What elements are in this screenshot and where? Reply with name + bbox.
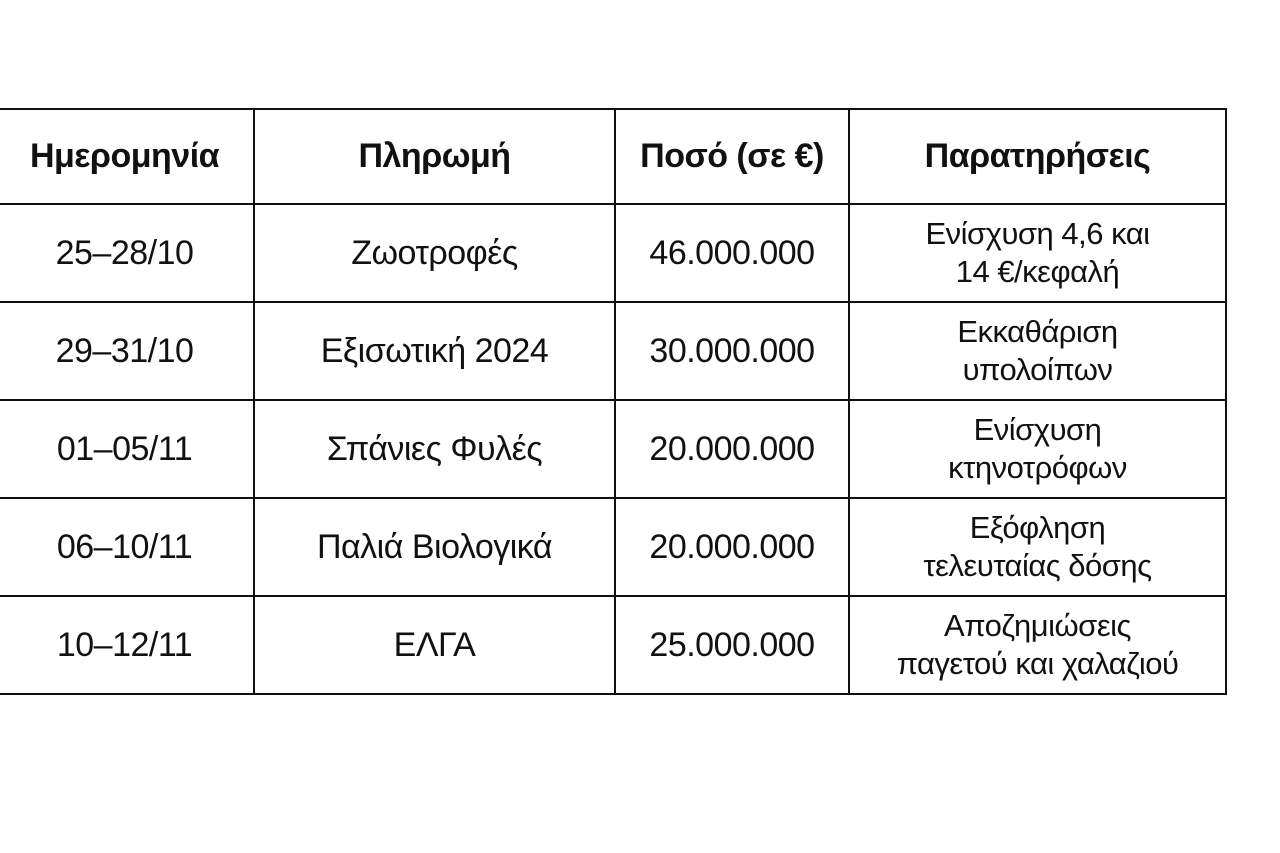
cell-notes (849, 204, 1226, 302)
cell-amount: 30.000.000 (615, 302, 849, 400)
header-row (0, 109, 1226, 204)
cell-notes (849, 400, 1226, 498)
header-date: Ημερομηνία (0, 109, 254, 204)
notes-line: 14 €/κεφαλή (955, 254, 1120, 289)
cell-amount: 46.000.000 (615, 204, 849, 302)
table-row (0, 596, 1226, 694)
notes-line: τελευταίας δόσης (923, 548, 1152, 583)
cell-date: 06–10/11 (0, 498, 254, 596)
cell-notes (849, 596, 1226, 694)
payments-table (0, 108, 1227, 695)
notes-line: Ενίσχυση 4,6 και (925, 216, 1150, 251)
notes-line: Αποζημιώσεις (944, 608, 1131, 643)
table-row (0, 302, 1226, 400)
cell-payment: Εξισωτική 2024 (254, 302, 615, 400)
table-row (0, 400, 1226, 498)
cell-payment: Ζωοτροφές (254, 204, 615, 302)
cell-payment: Παλιά Βιολογικά (254, 498, 615, 596)
payments-table-container (0, 108, 1227, 695)
cell-date: 01–05/11 (0, 400, 254, 498)
notes-line: παγετού και χαλαζιού (896, 646, 1179, 681)
cell-date: 29–31/10 (0, 302, 254, 400)
header-notes: Παρατηρήσεις (849, 109, 1226, 204)
table-body (0, 204, 1226, 694)
cell-amount: 20.000.000 (615, 400, 849, 498)
table-row (0, 204, 1226, 302)
table-row (0, 498, 1226, 596)
header-payment: Πληρωμή (254, 109, 615, 204)
cell-payment: ΕΛΓΑ (254, 596, 615, 694)
cell-notes (849, 498, 1226, 596)
notes-line: κτηνοτρόφων (948, 450, 1127, 485)
cell-payment: Σπάνιες Φυλές (254, 400, 615, 498)
notes-line: Εκκαθάριση (957, 314, 1118, 349)
cell-amount: 20.000.000 (615, 498, 849, 596)
cell-date: 25–28/10 (0, 204, 254, 302)
table-header (0, 109, 1226, 204)
notes-line: Εξόφληση (969, 510, 1106, 545)
cell-amount: 25.000.000 (615, 596, 849, 694)
header-amount: Ποσό (σε €) (615, 109, 849, 204)
cell-notes (849, 302, 1226, 400)
notes-line: Ενίσχυση (973, 412, 1102, 447)
cell-date: 10–12/11 (0, 596, 254, 694)
notes-line: υπολοίπων (962, 352, 1113, 387)
